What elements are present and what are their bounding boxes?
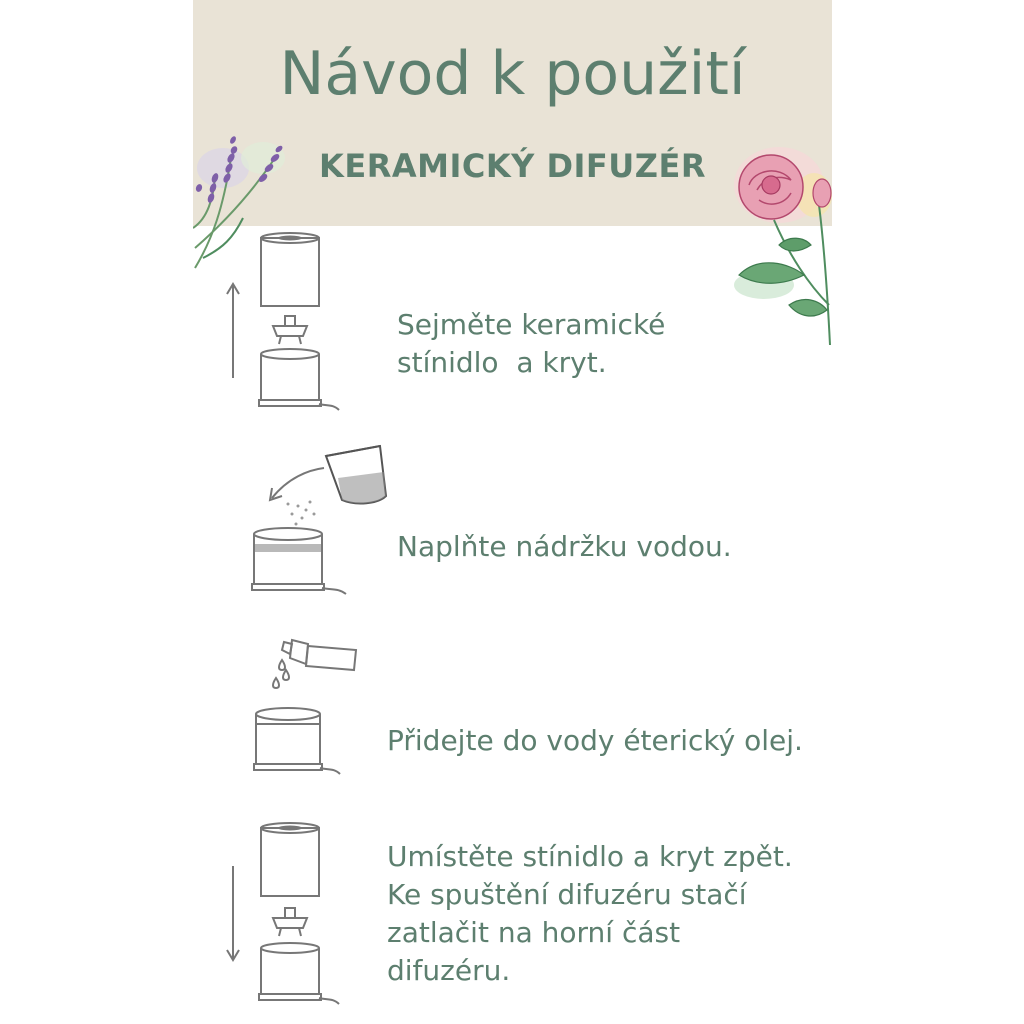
step-1-text: [397, 306, 665, 382]
step-1-line-1: Sejměte keramické: [397, 308, 666, 341]
ceramic-shade-icon: [261, 233, 319, 306]
step-4-line-3: zatlačit na horní část: [387, 916, 681, 949]
ceramic-shade-icon: [261, 823, 319, 896]
rose-illustration: [719, 145, 832, 355]
step-3-text: [387, 722, 803, 760]
step-3-line-1: Přidejte do vody éterický olej.: [387, 724, 803, 757]
step-2-line-1: Naplňte nádržku vodou.: [397, 530, 732, 563]
page-subtitle: KERAMICKÝ DIFUZÉR: [319, 147, 706, 185]
step-1-illustration: [223, 228, 353, 414]
step-1-line-2: stínidlo a kryt.: [397, 346, 607, 379]
dropper-bottle-icon: [282, 640, 356, 670]
cover-icon: [273, 316, 307, 344]
water-jug-icon: [326, 446, 386, 503]
page-title: Návod k použití: [279, 39, 746, 109]
step-3-illustration: [248, 628, 368, 788]
diffuser-base-icon: [254, 708, 340, 774]
cover-icon: [273, 908, 307, 936]
step-4-line-4: difuzéru.: [387, 954, 511, 987]
step-4-illustration: [223, 818, 353, 1008]
step-2-illustration: [238, 434, 398, 604]
step-4-text: [387, 838, 793, 990]
instruction-sheet: [193, 0, 832, 1024]
diffuser-base-icon: [252, 528, 346, 594]
arrow-up-icon: [227, 284, 239, 378]
diffuser-base-icon: [259, 943, 339, 1004]
oil-drops-icon: [273, 660, 289, 688]
step-4-line-2: Ke spuštění difuzéru stačí: [387, 878, 747, 911]
step-4-line-1: Umístěte stínidlo a kryt zpět.: [387, 840, 793, 873]
arrow-down-icon: [227, 866, 239, 960]
diffuser-base-icon: [259, 349, 339, 410]
step-2-text: [397, 528, 732, 566]
